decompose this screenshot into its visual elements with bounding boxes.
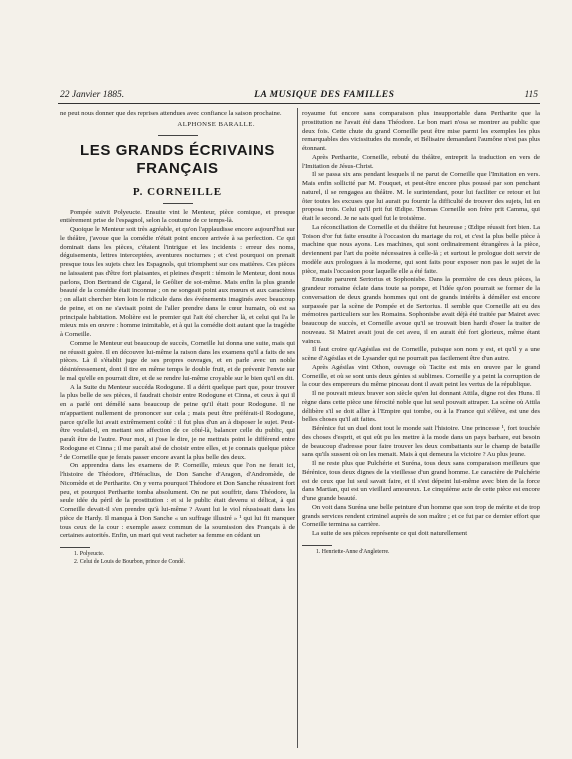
section-title: LES GRANDS ÉCRIVAINS FRANÇAIS: [79, 141, 276, 177]
paragraph: Il se passa six ans pendant lesquels il ne parut de Corneille que l'Imitation en vers. Mais enfin sollicité par M. Fouquet, et peut-être encore plus poussé par son penchant naturel, il se rengagea au théâtre. M. le surintendant, pour lui faciliter ce retour et lui ôter toutes les excuses que lui aurait pu fournir la difficulté de trouver des sujets, lui en proposa trois. Celui qu'il prit fut Œdipe. Thomas Corneille son frère prit Camma, qui était le second. Je ne sais quel fut le troisième.: [302, 171, 540, 222]
author-separator: [163, 203, 193, 204]
footnote: 1. Henriette-Anne d'Angleterre.: [316, 548, 390, 555]
intro-paragraph: ne peut nous donner que des reprises attendues avec confiance la saison prochaine.: [60, 110, 282, 117]
right-column: [302, 110, 540, 750]
paragraph: Ensuite parurent Sertorius et Sophonisbe. Dans la première de ces deux pièces, la grandeur romaine éclate dans toute sa pompe, et l'idée qu'on pourrait se former de la conversation de deux grands hommes qui ont de grands intérêts à démêler est encore surpassée par la scène de Pompée et de Sertorius. Il semble que Corneille ait eu des mémoires particuliers sur les Romains. Sophonisbe avait déjà été traitée par Mairet avec beaucoup de succès, et Corneille avoue qu'il se trouvait bien hardi d'oser la traiter de nouveau. Si Mairet avait joui de cet aveu, il en aurait été fort glorieux, même étant vaincu.: [302, 276, 540, 345]
paragraph: On voit dans Suréna une belle peinture d'un homme que son trop de mérite et de trop grands services rendent criminel auprès de son maître ; et ce fut par ce dernier effort que Corneille termina sa carrière.: [302, 503, 540, 529]
section-separator: [158, 135, 198, 136]
paragraph: Après Agésilas vint Othon, ouvrage où Tacite est mis en œuvre par le grand Corneille, et où se sont unis deux génies si sublimes. Corneille y a peint la corruption de la cour des empereurs du même pinceau dont il avait peint les vertus de la république.: [302, 363, 540, 389]
paragraph: Pompée suivit Polyeucte. Ensuite vint le Menteur, pièce comique, et presque entièrement prise de l'espagnol, selon la coutume de ce temps-là.: [60, 208, 295, 225]
header-rule: [58, 103, 540, 104]
paragraph: Il faut croire qu'Agésilas est de Corneille, puisque son nom y est, et qu'il y a une scène d'Agésilas et de Lysander qui ne pourrait pas facilement être d'un autre.: [302, 346, 540, 362]
paragraph: Après Pertharite, Corneille, rebuté du théâtre, entreprit la traduction en vers de l'Imitation de Jésus-Christ.: [302, 153, 540, 170]
paragraph: royaume fut encore sans comparaison plus insupportable dans Pertharite que la prostitution ne l'avait été dans Théodore. Le bon mari n'osa se montrer au public que deux fois. Cette chute du grand Corneille peut être mise parmi les exemples les plus remarquables des vicissitudes du monde, et Bélisaire demandant l'aumône n'est pas plus étonnant.: [302, 110, 540, 152]
journal-title: LA MUSIQUE DES FAMILLES: [254, 90, 395, 100]
author-heading: P. CORNEILLE: [132, 185, 223, 198]
signature: ALPHONSE BARALLE.: [177, 120, 255, 128]
footnote: 2. Celui de Louis de Bourbon, prince de Condé.: [74, 558, 185, 565]
footnote: 1. Polyeucte.: [74, 551, 105, 557]
footnote-rule: [302, 545, 332, 546]
paragraph: La réconciliation de Corneille et du théâtre fut heureuse ; Œdipe réussit fort bien. La Toison d'or fut faite ensuite à l'occasion du mariage du roi, et c'est la plus belle pièce à machine que nous ayons. Les machines, qui sont ordinairement étrangères à la pièce, deviennent par l'art du poète nécessaires à celle-là ; et surtout le prologue doit servir de modèle aux prologues à la moderne, qui sont faits pour exposer non pas le sujet de la pièce, mais l'occasion pour laquelle elle a été faite.: [302, 223, 540, 275]
page-header: [60, 88, 538, 102]
paragraph: A la Suite du Menteur succéda Rodogune. Il a dérit quelque part que, pour trouver la plus belle de ses pièces, il faudrait choisir entre Rodogune et Cinna, et ceux à qui il en a parlé ont démêlé sans beaucoup de peine qu'il était pour Rodogune. Il ne m'appartient nullement de prononcer sur cela ; mais peut être préférait-il Rodogune, parce qu'elle lui avait extrêmement coûté : il fut plus d'un an à disposer le sujet. Peut-être voulait-il, en mettant son affection de ce côté-là, balancer celle du public, qui paraît être de l'autre. Pour moi, si j'ose le dire, je ne mettrais point le différend entre Rodogune et Cinna ; il me paraît aisé de choisir entre elles, et je connais quelque pièce ² de Corneille que je ferais passer encore avant la plus belle des deux.: [60, 383, 295, 461]
paragraph: Quoique le Menteur soit très agréable, et qu'on l'applaudisse encore aujourd'hui sur le théâtre, j'avoue que la comédie n'était point encore arrivée à sa perfection. Ce qui dominait dans les pièces, c'étaient l'intrigue et les incidents : erreur des noms, déguisements, lettres interceptées, aventures nocturnes ; et c'est pourquoi on prenait presque tous les sujets chez les Espagnols, qui triomphent sur ces matières. Ces pièces ne laissaient pas d'être fort plaisantes, et pleines d'esprit : témoin le Menteur, dont nous parlons, Don Bertrand de Cigaral, le Geôlier de soi-même. Mais enfin la plus grande beauté de la comédie était inconnue ; on ne songeait point aux mœurs et aux caractères ; on allait chercher bien loin le ridicule dans des événements imaginés avec beaucoup de peine, et on ne s'avisait point de l'aller prendre dans le cœur humain, où est sa principale habitation. Molière est le premier qui l'ait été chercher là, et celui qui l'a le mieux mis en œuvre : homme inimitable, et à qui la comédie doit autant que la tragédie à Corneille.: [60, 226, 295, 338]
header-date: 22 Janvier 1885.: [60, 90, 125, 100]
paragraph: Il ne pouvait mieux braver son siècle qu'en lui donnant Attila, digne roi des Huns. Il règne dans cette pièce une férocité noble que lui seul pouvait attraper. La scène où Attila délibère s'il se doit allier à l'Empire qui tombe, ou à la France qui s'élève, est une des belles choses qu'il ait faites.: [302, 390, 540, 424]
column-divider: [297, 108, 298, 748]
page-number: 115: [524, 90, 538, 100]
paragraph: On apprendra dans les examens de P. Corneille, mieux que l'on ne ferait ici, l'histoire de Théodore, d'Héraclius, de Don Sanche d'Aragon, d'Andromède, de Nicomède et de Pertharite. On y verra pourquoi Théodore et Don Sanche réussirent fort peu, et pourquoi Pertharite tomba absolument. On ne put souffrir, dans Théodore, la seule idée du péril de la prostitution : et si le public était devenu si délicat, à qui Corneille devait-il s'en prendre qu'à lui-même ? Avant lui le viol réussissait dans les pièce de Hardy. Il manqua à Don Sanche « un suffrage illustré » ¹ qui lui fit manquer tous ceux de la cour : exemple assez commun de la soumission des Français à de certaines autorités. Enfin, un mari qui veut racheter sa femme en cédant un: [60, 462, 295, 540]
paragraph: La suite de ses pièces représente ce qui doit naturellement: [312, 530, 468, 537]
paragraph: Il ne reste plus que Pulchérie et Suréna, tous deux sans comparaison meilleurs que Bérénice, tous deux dignes de la vieillesse d'un grand homme. Le caractère de Pulchérie est de ceux que lui seul savait faire, et il s'est dépeint lui-même avec bien de la force dans Martian, qui est un vieillard amoureux. Le cinquième acte de cette pièce est encore d'une grande beauté.: [302, 460, 540, 502]
paragraph: Comme le Menteur eut beaucoup de succès, Corneille lui donna une suite, mais qui ne réussit guère. Il en découvre lui-même la raison dans les examens qu'il a faits de ses pièces. Là il s'établit juge de ses propres ouvrages, et en parle avec un noble désintéressement, dont il tire en même temps le double fruit, et de prévenir l'envie sur le mal qu'elle en pourrait dire, et de se rendre lui-même croyable sur le bien qu'il en dit.: [60, 339, 295, 382]
paragraph: Bérénice fut un duel dont tout le monde sait l'histoire. Une princesse ¹, fort touchée des choses d'esprit, et qui eût pu les mettre à la mode dans un pays barbare, eut besoin de beaucoup d'adresse pour faire trouver les deux combattants sur le champ de bataille sans qu'ils sussent où on les menait. Mais à qui demeura la victoire ? Au plus jeune.: [302, 425, 540, 459]
left-column: [60, 110, 295, 750]
footnote-rule: [60, 547, 90, 548]
